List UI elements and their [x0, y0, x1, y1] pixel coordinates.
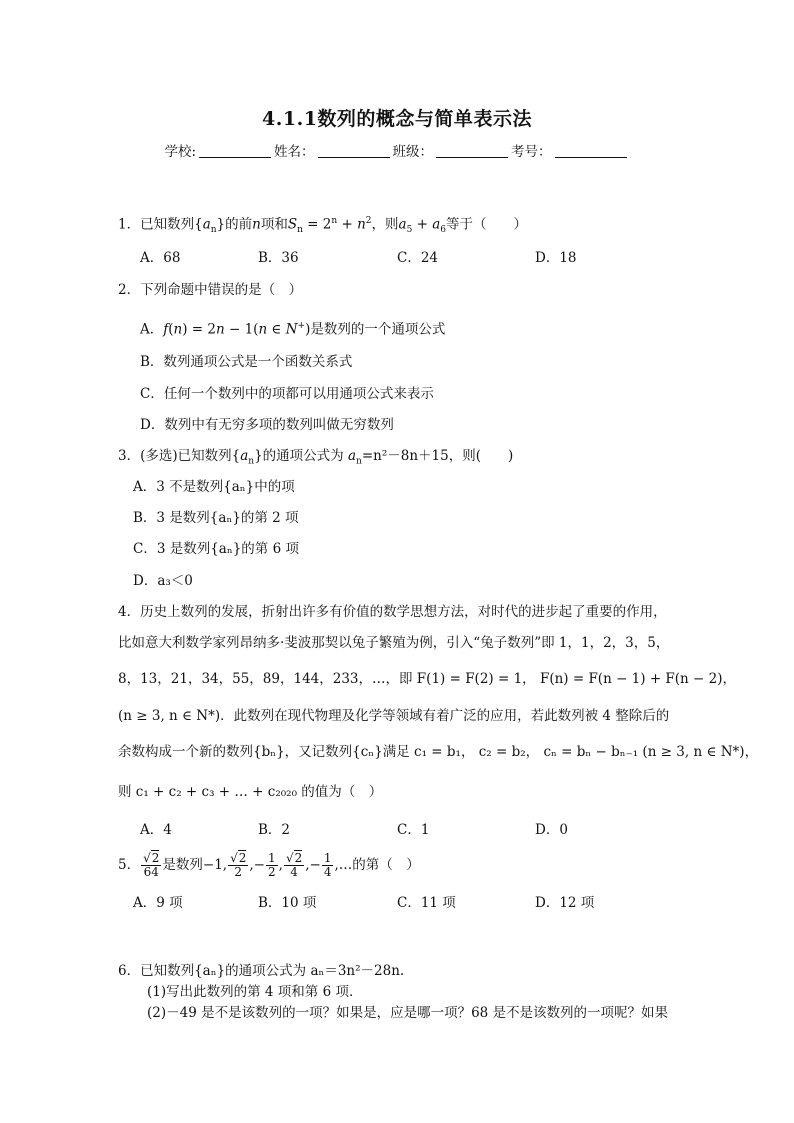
q1-option-c[interactable]: C．24	[397, 250, 439, 266]
question-4-line-1: 4．历史上数列的发展，折射出许多有价值的数学思想方法，对时代的进步起了重要的作用，	[118, 604, 667, 620]
question-4-line-4: (n ≥ 3, n ∈ N*)．此数列在现代物理及化学等领域有着广泛的应用，若此数列被 4 整除后的	[118, 708, 670, 724]
q4-option-c[interactable]: C．1	[397, 822, 430, 838]
q4-option-d[interactable]: D．0	[535, 822, 568, 838]
question-4-line-5: 余数构成一个新的数列{bₙ}，又记数列{cₙ}满足 c₁ = b₁， c₂ = b₂， cₙ = bₙ − bₙ₋₁ (n ≥ 3, n ∈ N*)，	[118, 744, 759, 760]
q3-option-c[interactable]: C．3 是数列{aₙ}的第 6 项	[133, 541, 299, 557]
question-4-line-2: 比如意大利数学家列昂纳多·斐波那契以兔子繁殖为例，引入“兔子数列”即 1，1，2，3，5，	[118, 635, 670, 651]
q2-option-c[interactable]: C．任何一个数列中的项都可以用通项公式来表示	[140, 386, 434, 402]
question-3-stem: 3．(多选)已知数列$\{a_n\}$的通项公式为 $a_n=n^2-8n+15$，则( )	[118, 448, 514, 467]
question-6-part-2: (2)－49 是不是该数列的一项？如果是，应是哪一项？68 是不是该数列的一项呢？如果	[147, 1005, 669, 1021]
q5-option-c[interactable]: C．11 项	[397, 895, 456, 911]
question-6-stem: 6．已知数列{aₙ}的通项公式为 aₙ＝3n²－28n.	[118, 963, 405, 979]
fraction-sqrt2-over-4: $\frac{√2}{4}$	[285, 851, 303, 879]
fraction-1-over-2: $\frac{1}{2}$	[268, 851, 276, 879]
exam-no-blank[interactable]	[555, 144, 627, 158]
name-label: 姓名：	[274, 144, 315, 160]
q2-option-a[interactable]: A．f(n) = 2n − 1(n ∈ N+)是数列的一个通项公式	[140, 321, 446, 338]
q1-option-a[interactable]: A．68	[140, 250, 181, 266]
q3-option-a[interactable]: A．3 不是数列{aₙ}中的项	[133, 479, 295, 495]
q2-option-b[interactable]: B．数列通项公式是一个函数关系式	[140, 354, 353, 370]
q5-option-b[interactable]: B．10 项	[258, 895, 317, 911]
question-2-stem: 2．下列命题中错误的是（ ）	[118, 282, 303, 298]
q2-option-d[interactable]: D．数列中有无穷多项的数列叫做无穷数列	[140, 417, 394, 433]
question-4-line-3: 8，13，21，34，55，89，144，233，…，即 F(1) = F(2) = 1， F(n) = F(n − 1) + F(n − 2)，	[118, 671, 736, 687]
class-label: 班级：	[392, 144, 434, 160]
name-blank[interactable]	[318, 144, 390, 158]
school-blank[interactable]	[199, 144, 271, 158]
question-1-stem: 1．已知数列$\{a_n\}$的前n项和$S_n = 2^n + n^2$，则$a_5 + a_6$等于（ ）	[118, 216, 528, 236]
exam-no-label: 考号：	[511, 144, 552, 160]
q5-option-a[interactable]: A．9 项	[133, 895, 183, 911]
student-info-line	[0, 140, 794, 160]
fraction-sqrt2-over-2: $\frac{√2}{2}$	[230, 851, 247, 879]
q5-option-d[interactable]: D．12 项	[535, 895, 595, 911]
school-label: 学校:	[164, 144, 197, 160]
q4-option-a[interactable]: A．4	[140, 822, 172, 838]
q1-option-d[interactable]: D．18	[535, 250, 577, 266]
q3-option-d[interactable]: D．a₃＜0	[133, 573, 193, 589]
question-5-stem: 5． $\frac{√2}{64}$ 是数列−1, $\frac{√2}{2}$ ,− $\frac{1}{2}$ , $\frac{√2}{4}$ ,− $\frac{1}{4}$ ,…的第（ ）	[118, 851, 420, 879]
question-4-line-6: 则 c₁ + c₂ + c₃ + … + c₂₀₂₀ 的值为（ ）	[118, 784, 383, 800]
class-blank[interactable]	[436, 144, 508, 158]
fraction-sqrt2-over-64: $\frac{√2}{64}$	[143, 851, 160, 879]
page-title: 4.1.1数列的概念与简单表示法	[262, 108, 532, 130]
question-6-part-1: (1)写出此数列的第 4 项和第 6 项．	[147, 984, 363, 1000]
q4-option-b[interactable]: B．2	[258, 822, 291, 838]
q1-option-b[interactable]: B．36	[258, 250, 299, 266]
q3-option-b[interactable]: B．3 是数列{aₙ}的第 2 项	[133, 510, 299, 526]
fraction-1-over-4: $\frac{1}{4}$	[323, 851, 332, 879]
